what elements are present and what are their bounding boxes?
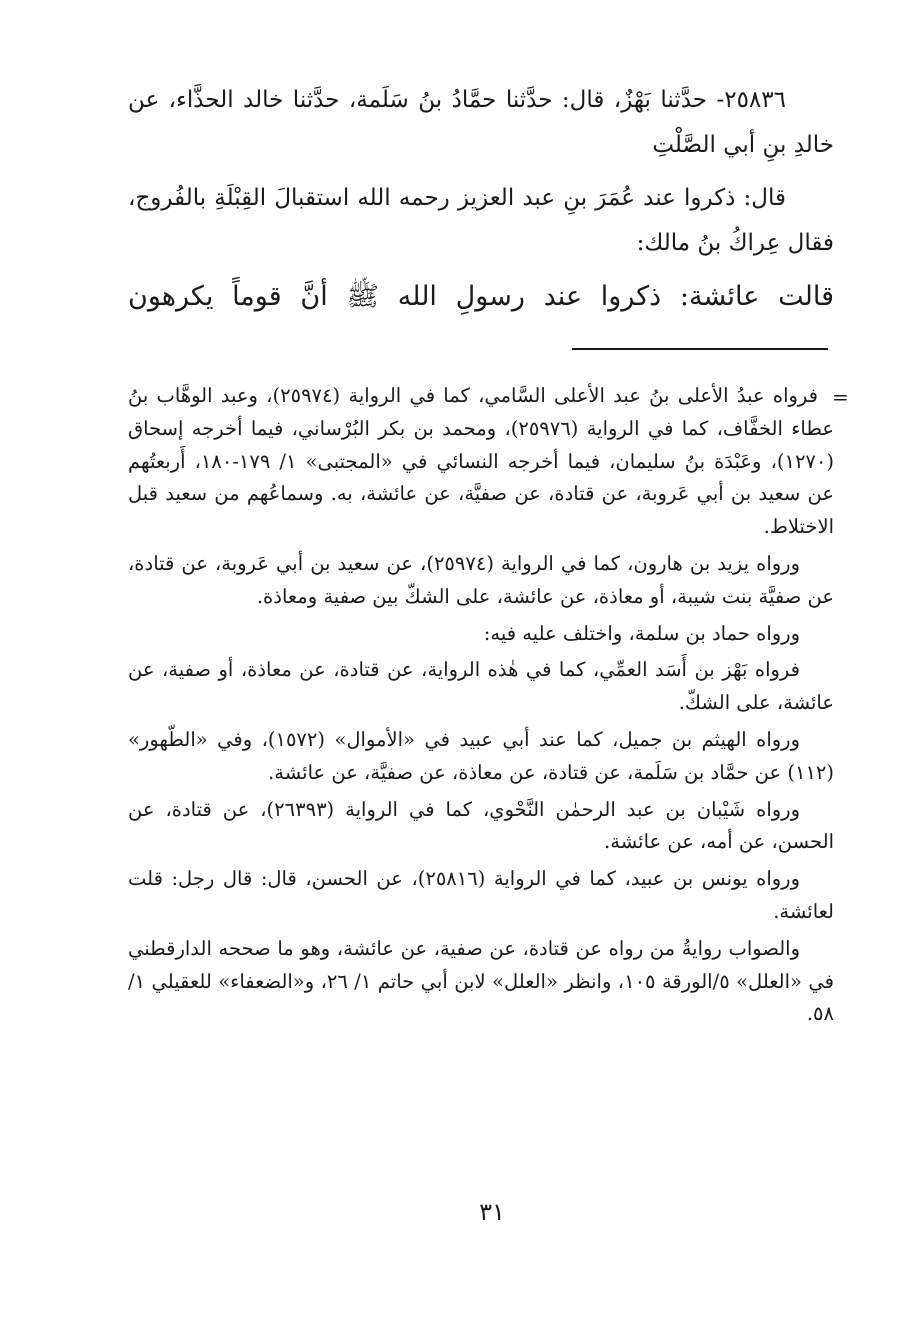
hadith-isnad: ٢٥٨٣٦- حدَّثنا بَهْزٌ، قال: حدَّثنا حمَّادُ بنُ سَلَمة، حدَّثنا خالد الحذَّاء، عن خالدِ بنِ أبي الصَّلْتِ (128, 87, 834, 158)
footnote-paragraph: ورواه شَيْبان بن عبد الرحمٰن النَّحْوي، كما في الرواية (٢٦٣٩٣)، عن قتادة، عن الحسن، عن أمه، عن عائشة. (128, 797, 834, 854)
footnote-continuation-mark: = (832, 385, 849, 409)
footnote-paragraph: فرواه بَهْز بن أَسَد العمِّي، كما في هٰذه الرواية، عن قتادة، عن معاذة، أو صفية، عن عائشة، على الشكّ. (128, 658, 834, 715)
footnote-paragraph: ورواه يونس بن عبيد، كما في الرواية (٢٥٨١٦)، عن الحسن، قال: قال رجل: قلت لعائشة. (128, 867, 834, 923)
footnote-paragraph: ورواه الهيثم بن جميل، كما عند أبي عبيد في «الأموال» (١٥٧٢)، وفي «الطّهور» (١١٢) عن حمَّاد بن سَلَمة، عن قتادة، عن معاذة، عن صفيَّة، عن عائشة. (128, 727, 834, 784)
footnote-paragraph: والصواب روايةُ من رواه عن قتادة، عن صفية، عن عائشة، وهو ما صححه الدارقطني في «العلل» ٥/الورقة ١٠٥، وانظر «العلل» لابن أبي حاتم ١/ ٢٦، و«الضعفاء» للعقيلي ١/ ٥٨. (128, 936, 834, 1026)
hadith-text (128, 78, 834, 319)
hadith-matn: قالت عائشة: ذكروا عند رسولِ الله ﷺ أنَّ قوماً يكرهون (128, 281, 834, 312)
footnote-paragraph: ورواه حماد بن سلمة، واختلف عليه فيه: (483, 621, 800, 645)
footnote-separator (572, 348, 828, 350)
footnote-paragraph: ورواه يزيد بن هارون، كما في الرواية (٢٥٩٧٤)، عن سعيد بن أبي عَروبة، عن قتادة، عن صفيَّة بنت شيبة، أو معاذة، عن عائشة، على الشكّ بين صفية ومعاذة. (128, 551, 834, 608)
page-number: ٣١ (479, 1198, 505, 1226)
hadith-narration: قال: ذكروا عند عُمَرَ بنِ عبد العزيز رحمه الله استقبالَ القِبْلَةِ بالفُروج، فقال عِراكُ بنُ مالك: (128, 185, 834, 256)
footnote-paragraph: فرواه عبدُ الأعلى بنُ عبد الأعلى السَّامي، كما في الرواية (٢٥٩٧٤)، وعبد الوهَّاب بنُ عطاء الخفَّاف، كما في الرواية (٢٥٩٧٦)، ومحمد بن بكر البُرْساني، فيما أخرجه إسحاق (١٢٧٠)، وعَبْدَة بنُ سليمان، فيما أخرجه النسائي في «المجتبى» ١/ ١٧٩-١٨٠، أَربعتُهم عن سعيد بن أبي عَروبة، عن قتادة، عن صفيَّة، عن عائشة، به. وسماعُهم من سعيد قبل الاختلاط. (128, 384, 834, 539)
footnotes (128, 380, 834, 1035)
